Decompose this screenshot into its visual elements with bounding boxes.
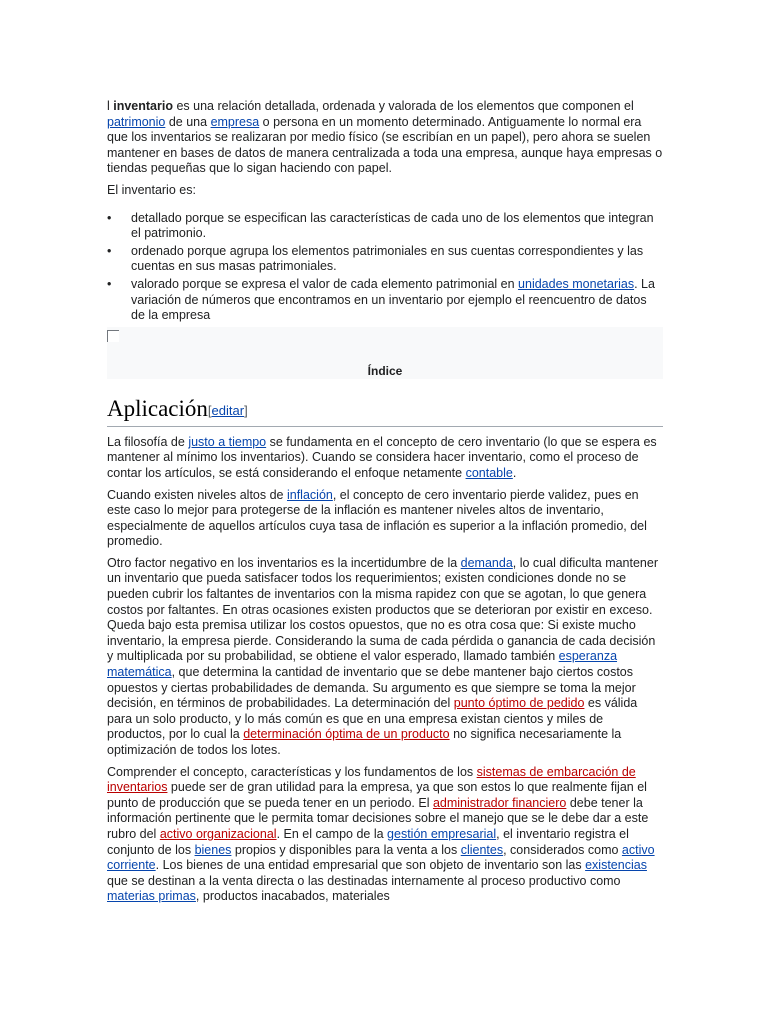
- text: Comprender el concepto, características y los fundamentos de los: [107, 764, 477, 779]
- text: es válida para un solo producto, y lo más común es que en una empresa existan cientos y miles de productos, por lo cual la: [107, 696, 638, 742]
- term-inventario: inventario: [113, 99, 173, 113]
- text: propios y disponibles para la venta a los: [231, 842, 461, 857]
- link-inflacion[interactable]: inflación: [286, 487, 333, 502]
- link-patrimonio[interactable]: patrimonio: [107, 114, 166, 129]
- bullet: •: [107, 243, 112, 258]
- list-item: [107, 244, 663, 275]
- link-materias-primas[interactable]: materias primas: [107, 889, 196, 904]
- list-item: [107, 211, 663, 242]
- link-determinacion-optima[interactable]: determinación óptima de un producto: [243, 727, 450, 742]
- toc-title: Índice: [367, 363, 403, 378]
- edit-section: [208, 403, 248, 418]
- bracket: ]: [244, 402, 248, 418]
- table-of-contents: [107, 327, 663, 379]
- text: valorado porque se expresa el valor de cada elemento patrimonial en: [131, 276, 519, 291]
- bracket: [: [207, 402, 212, 418]
- text: detallado porque se especifican las características de cada uno de los elementos que integran el patrimonio.: [131, 210, 654, 241]
- link-activo-organizacional[interactable]: activo organizacional: [159, 826, 277, 841]
- section-title: Aplicación: [107, 395, 208, 421]
- text: ordenado porque agrupa los elementos patrimoniales en sus cuentas correspondientes y las cuentas en sus masas patrimoniales.: [131, 243, 644, 274]
- link-existencias[interactable]: existencias: [585, 858, 647, 873]
- body-paragraph: [107, 765, 663, 905]
- list-item: [107, 277, 663, 324]
- bullet: •: [107, 276, 112, 291]
- text: .: [512, 465, 517, 480]
- text: , que determina la cantidad de inventario que se debe mantener bajo ciertos costos opuestos y ciertas probabilidades de demanda. Su argumento es que siempre se toma la mejor decisión, en términos de probabilidades. La determinación del: [107, 665, 636, 711]
- link-unidades-monetarias[interactable]: unidades monetarias: [518, 276, 635, 291]
- intro-paragraph: [107, 99, 663, 177]
- link-gestion-empresarial[interactable]: gestión empresarial: [387, 826, 497, 841]
- edit-link[interactable]: editar: [211, 402, 245, 418]
- text: . Los bienes de una entidad empresarial que son objeto de inventario son las: [155, 858, 586, 873]
- section-heading: [107, 394, 663, 427]
- text: , productos inacabados, materiales: [195, 889, 390, 904]
- features-list: [107, 211, 663, 324]
- link-bienes[interactable]: bienes: [194, 842, 232, 857]
- article-content: [107, 99, 663, 911]
- body-paragraph: [107, 488, 663, 550]
- text: , lo cual dificulta mantener un inventario que pueda satisfacer todos los requerimientos; existen condiciones donde no se pueden cubrir los faltantes de inventarios con la misma rapidez con que se agotan, lo que genera costos por faltantes. En otras ocasiones existen productos que se deterioran por existir en exceso. Queda bajo esta premisa utilizar los costos opuestos, que no es otra cosa que: Si existe mucho inventario, la empresa pierde. Considerando la suma de cada pérdida o ganancia de cada decisión y multiplicada por su probabilidad, se obtiene el valor esperado, llamado también: [107, 555, 658, 664]
- text: . En el campo de la: [276, 826, 388, 841]
- link-administrador-financiero[interactable]: administrador financiero: [432, 795, 567, 810]
- text: , el concepto de cero inventario pierde validez, pues en este caso lo mejor para protegerse de la inflación es mantener niveles altos de inventario, especialmente de aquellos artículos cuya tasa de inflación es superior a la inflación promedio, del promedio.: [107, 487, 647, 549]
- link-esperanza-matematica[interactable]: esperanza matemática: [107, 649, 618, 680]
- text: . La variación de números que encontramos en un inventario por ejemplo el reencuentro de datos de la empresa: [131, 276, 655, 323]
- text: se fundamenta en el concepto de cero inventario (lo que se espera es mantener al mínimo los inventarios). Cuando se considera hacer inventario, como el proceso de contar los artículos, se está considerando el enfoque netamente: [107, 434, 657, 480]
- text: La filosofía de: [107, 434, 189, 449]
- text: , el inventario registra el conjunto de los: [107, 826, 629, 857]
- body-paragraph: [107, 435, 663, 482]
- body-paragraph: [107, 556, 663, 759]
- link-empresa[interactable]: empresa: [210, 114, 260, 129]
- link-sistemas-de-embarcacion[interactable]: sistemas de embarcación de inventarios: [107, 764, 636, 795]
- text: puede ser de gran utilidad para la empresa, ya que son estos lo que realmente fijan el punto de producción que se pueda tener en un periodo. El: [107, 780, 647, 810]
- toc-toggle-checkbox[interactable]: [107, 330, 119, 342]
- link-demanda[interactable]: demanda: [460, 555, 513, 570]
- intro-lead: El inventario es:: [107, 182, 196, 197]
- link-clientes[interactable]: clientes: [460, 842, 504, 857]
- text: Otro factor negativo en los inventarios es la incertidumbre de la: [107, 555, 461, 570]
- text: , considerados como: [503, 842, 622, 857]
- bullet: •: [107, 210, 112, 225]
- link-justo-a-tiempo[interactable]: justo a tiempo: [188, 434, 267, 449]
- link-contable[interactable]: contable: [465, 465, 513, 480]
- text: de una: [165, 114, 211, 129]
- text: debe tener la información pertinente que le permita tomar decisiones sobre el manejo que se le debe dar a este rubro del: [107, 795, 649, 841]
- text: l: [107, 99, 114, 113]
- text: es una relación detallada, ordenada y valorada de los elementos que componen el: [173, 99, 634, 113]
- text: Cuando existen niveles altos de: [107, 487, 287, 502]
- text: o persona en un momento determinado. Antiguamente lo normal era que los inventarios se realizaran por medio físico (se escribían en un papel), pero ahora se suelen mantener en bases de datos de manera centralizada a toda una empresa, aunque haya empresas o tiendas pequeñas que lo sigan haciendo con papel.: [107, 114, 663, 176]
- text: no significa necesariamente la optimización de todos los lotes.: [107, 727, 622, 757]
- text: que se destinan a la venta directa o las destinadas internamente al proceso productivo como: [107, 873, 621, 888]
- link-activo-corriente[interactable]: activo corriente: [107, 842, 655, 873]
- link-punto-optimo-de-pedido[interactable]: punto óptimo de pedido: [453, 696, 585, 711]
